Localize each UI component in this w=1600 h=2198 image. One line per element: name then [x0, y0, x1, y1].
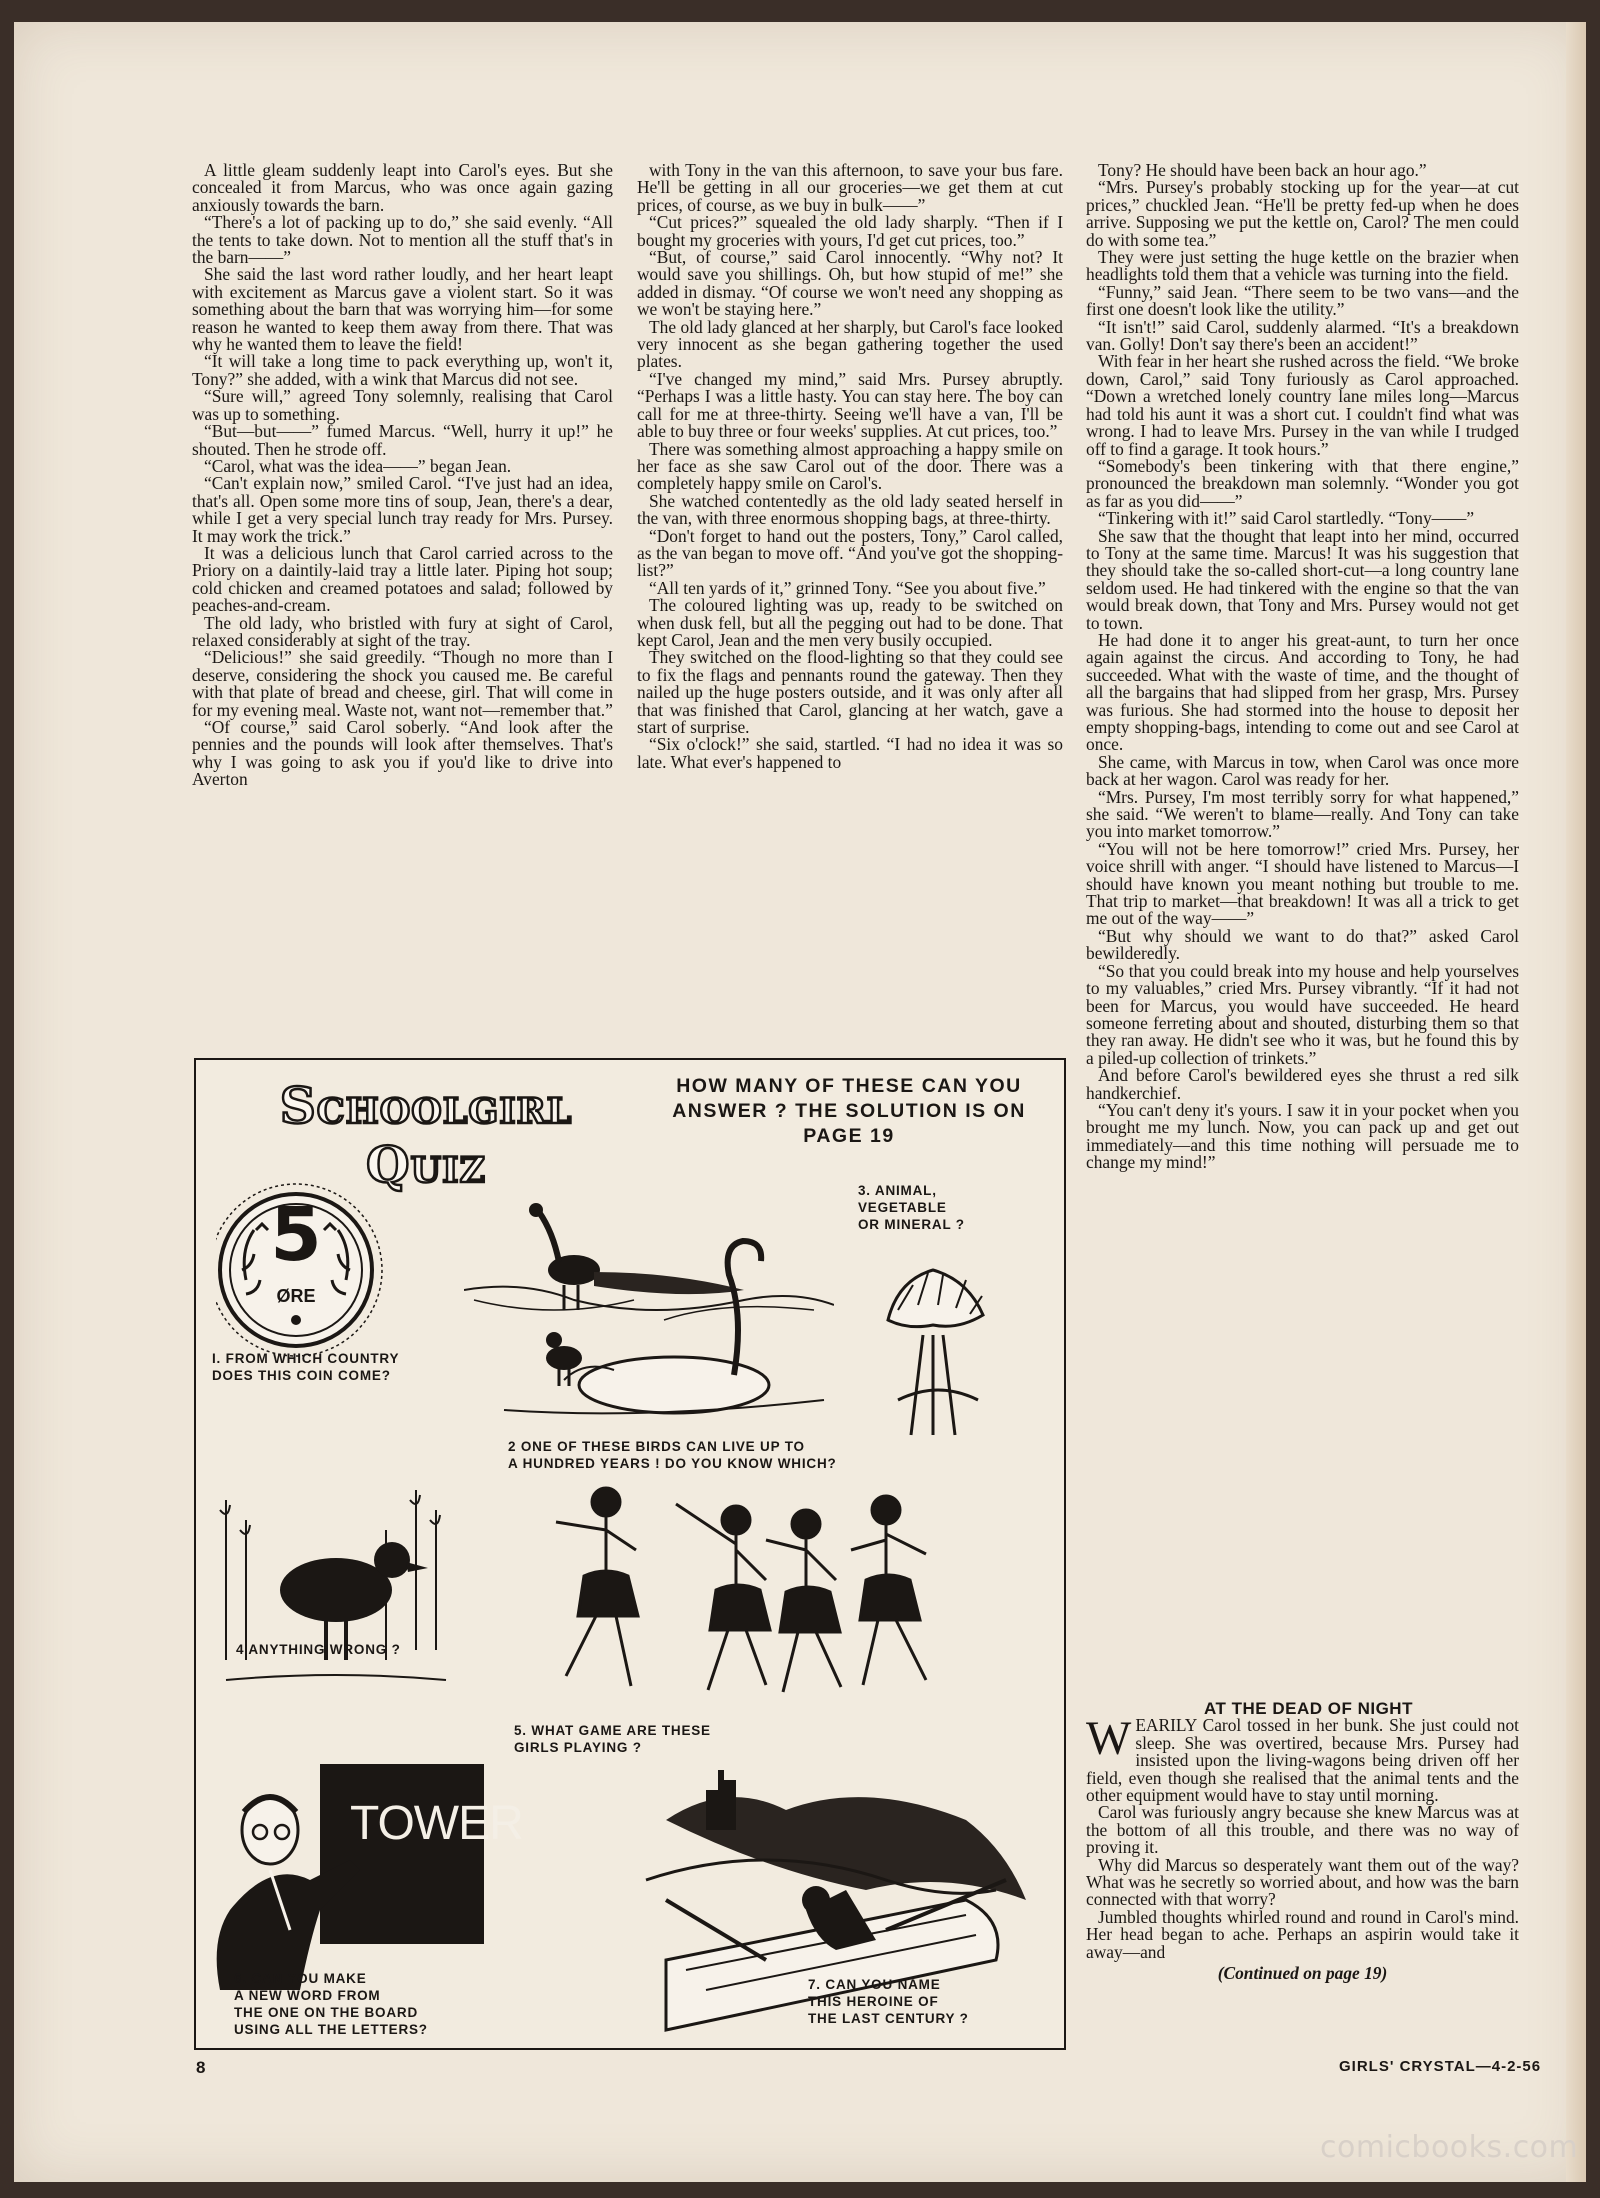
paragraph: “Delicious!” she said greedily. “Though no more than I deserve, considering the shock you caused me. Be careful with that plate of bread and cheese, girl. That will come in for my evening meal. Waste not, want not—remember that.” — [192, 647, 613, 720]
quiz-panel — [194, 1058, 1066, 2050]
story-continuation — [1086, 1700, 1519, 1983]
paragraph: “Sure will,” agreed Tony solemnly, realising that Carol was up to something. — [192, 386, 613, 424]
question-5: 5. WHAT GAME ARE THESE GIRLS PLAYING ? — [514, 1723, 711, 1755]
duck-illustration — [216, 1490, 456, 1710]
paragraph: “You can't deny it's yours. I saw it in your pocket when you brought me my lunch. Now, you can pack up and get out immediately—and this time nothing will persuade me to change my mind!” — [1086, 1099, 1519, 1173]
question-4: 4 ANYTHING WRONG ? — [236, 1642, 401, 1657]
section-heading: AT THE DEAD OF NIGHT — [1204, 1699, 1413, 1718]
paragraph: “There's a lot of packing up to do,” she said evenly. “All the tents to take down. Not to mention all the stuff that's in the barn——” — [192, 212, 613, 268]
paragraph: “But why should we want to do that?” asked Carol bewilderedly. — [1086, 925, 1519, 964]
paragraph: “Somebody's been tinkering with that there engine,” pronounced the breakdown man solemnly. “Wonder you got as far as you did——” — [1086, 455, 1519, 511]
page-number: 8 — [196, 2058, 206, 2077]
paragraph: “I've changed my mind,” said Mrs. Pursey abruptly. “Perhaps I was a little hasty. You can stay here. The boy can call for me at three-thirty. Seeing we'll have a van, I'll be able to buy three or four weeks' supplies. At cut prices, too.” — [637, 368, 1063, 442]
paragraph: There was something almost approaching a happy smile on her face as she saw Carol out of the door. There was a completely happy smile on Carol's. — [637, 438, 1063, 494]
publication-footer: GIRLS' CRYSTAL—4-2-56 — [1339, 2058, 1542, 2075]
story-column-1 — [192, 162, 613, 789]
page-edge — [1566, 22, 1586, 2182]
story-column-3 — [1086, 162, 1519, 1172]
birds-illustration — [464, 1170, 834, 1430]
paragraph: Tony? He should have been back an hour ago.” — [1098, 160, 1427, 180]
paragraph: with Tony in the van this afternoon, to save your bus fare. He'll be getting in all our groceries—we get them at cut prices, of course, as we buy in bulk——” — [637, 160, 1063, 215]
quiz-logo-text: Schoolgirl Quiz — [279, 1076, 573, 1194]
paragraph: “Mrs. Pursey, I'm most terribly sorry for what happened,” she said. “We weren't to blame—really. And Tony can take you into market tomorrow.” — [1086, 786, 1519, 842]
coin-value: 5 — [270, 1192, 322, 1278]
paragraph: She watched contentedly as the old lady seated herself in the van, with three enormous shopping bags, at three-thirty. — [637, 490, 1063, 529]
watermark: comicbooks.com — [1320, 2130, 1579, 2165]
paragraph-group — [1086, 1804, 1519, 1961]
paragraph: She said the last word rather loudly, and her heart leapt with excitement as Marcus gave a violent start. So it was something about the barn that was worrying him—for some reason he wanted to keep them away from there. That was why he wanted them to leave the field! — [192, 264, 613, 355]
question-6: 6. CAN YOU MAKE A NEW WORD FROM THE ONE ON THE BOARD USING ALL THE LETTERS? — [234, 1971, 428, 2037]
paragraph: “You will not be here tomorrow!” cried Mrs. Pursey, her voice shrill with anger. “I should have listened to Marcus—I should have known you meant nothing but trouble to me. That trip to market—that breakdown! It was all a trick to get me out of the way——” — [1086, 838, 1519, 929]
paragraph: The old lady glanced at her sharply, but Carol's face looked very innocent as she began gathering together the used plates. — [637, 316, 1063, 372]
question-1: I. FROM WHICH COUNTRY DOES THIS COIN COME? — [212, 1351, 400, 1383]
paragraph: A little gleam suddenly leapt into Carol's eyes. But she concealed it from Marcus, who was once again gazing anxiously towards the barn. — [192, 160, 613, 215]
paragraph: The old lady, who bristled with fury at sight of Carol, relaxed considerably at sight of the tray. — [192, 612, 613, 650]
paragraph: It was a delicious lunch that Carol carried across to the Priory on a daintily-laid tray a little later. Piping hot soup; cold chicken and creamed potatoes and salad; followed by peaches-and-cream. — [192, 542, 613, 616]
quiz-logo — [216, 1072, 636, 1194]
paragraph: Jumbled thoughts whirled round and round in Carol's mind. Her head began to ache. Perhaps an aspirin would take it away—and — [1086, 1906, 1519, 1962]
paragraph: “It will take a long time to pack everything up, won't it, Tony?” she added, with a wink that Marcus did not see. — [192, 351, 613, 389]
story-column-2 — [637, 162, 1063, 771]
quiz-heading: HOW MANY OF THESE CAN YOU ANSWER ? THE SOLUTION IS ON PAGE 19 — [672, 1075, 1026, 1147]
question-7: 7. CAN YOU NAME THIS HEROINE OF THE LAST CENTURY ? — [808, 1977, 969, 2026]
paragraph: She saw that the thought that leapt into her mind, occurred to Tony at the same time. Marcus! It was his suggestion that they should take the so-called short-cut—a long country lane seldom used. He had tinkered with the engine so that the van would break down, that Tony and Mrs. Pursey would not get to town. — [1086, 525, 1519, 633]
paragraph: “But—but——” fumed Marcus. “Well, hurry it up!” he shouted. Then he strode off. — [192, 421, 613, 459]
sheaf-illustration — [868, 1250, 998, 1450]
paragraph: “Of course,” said Carol soberly. “And look after the pennies and the pounds will look after themselves. That's why I was going to ask you if you'd like to drive into Averton — [192, 717, 613, 790]
paragraph: “It isn't!” said Carol, suddenly alarmed. “It's a breakdown van. Golly! Don't say there's been an accident!” — [1086, 316, 1519, 355]
paragraph: “Cut prices?” squealed the old lady sharply. “Then if I bought my groceries with yours, I'd get cut prices, too.” — [637, 212, 1063, 250]
question-2: 2 ONE OF THESE BIRDS CAN LIVE UP TO A HUNDRED YEARS ! DO YOU KNOW WHICH? — [508, 1439, 837, 1471]
paragraph: They switched on the flood-lighting so that they could see to fix the flags and pennants round the gateway. Then they nailed up the huge posters outside, and it was only after all that was finished that Carol, glancing at her watch, gave a start of surprise. — [637, 647, 1063, 737]
paragraph: “Mrs. Pursey's probably stocking up for the year—at cut prices,” chuckled Jean. “He'll be pretty fed-up when he does arrive. Supposing we put the kettle on, Carol? The men could do with some tea.” — [1086, 177, 1519, 250]
girls-running-illustration — [506, 1480, 986, 1710]
paragraph: He had done it to anger his great-aunt, to turn her once again against the circus. And according to Tony, he had succeeded. What with the waste of time, and the thought of all the bargains that had slipped from her grasp, Mrs. Pursey was furious. She had stormed into the house to deposit her empty shopping-bags, intending to come out and see Carol at once. — [1086, 629, 1519, 755]
paragraph: “Carol, what was the idea——” began Jean. — [204, 455, 512, 476]
board-word: TOWER — [350, 1797, 523, 1850]
paragraph: They were just setting the huge kettle on the brazier when headlights told them that a vehicle was turning into the field. — [1086, 247, 1519, 285]
paragraph: “Six o'clock!” she said, startled. “I had no idea it was so late. What ever's happened to — [637, 734, 1063, 772]
paragraph — [1086, 1712, 1519, 1806]
paragraph: Carol was furiously angry because she knew Marcus was at the bottom of all this trouble, and there was no way of proving it. — [1086, 1802, 1519, 1858]
drop-cap: W — [1086, 1712, 1132, 1766]
paragraph: And before Carol's bewildered eyes she thrust a red silk handkerchief. — [1086, 1065, 1519, 1103]
continued-note: (Continued on page 19) — [1217, 1963, 1388, 1984]
paragraph: “All ten yards of it,” grinned Tony. “See you about five.” — [649, 577, 1046, 598]
paragraph: “Don't forget to hand out the posters, Tony,” Carol called, as the van began to move off. “And you've got the shopping-list?” — [637, 525, 1063, 581]
paragraph: “So that you could break into my house and help yourselves to my valuables,” cried Mrs. Pursey vibrantly. “If it had not been for Marcus, you would have succeeded. He heard someone ferreting about and shouted, disturbing them so that they ran away. He didn't see who it was, but he found this by a piled-up collection of trinkets.” — [1086, 960, 1519, 1068]
paragraph: “Can't explain now,” smiled Carol. “I've just had an idea, that's all. Open some more tins of soup, Jean, there's a dear, while I get a very special lunch tray ready for Mrs. Pursey. It may work the trick.” — [192, 473, 613, 546]
question-3: 3. ANIMAL, VEGETABLE OR MINERAL ? — [858, 1183, 965, 1232]
coin-label: ØRE — [276, 1286, 316, 1306]
paragraph: The coloured lighting was up, ready to be switched on when dusk fell, but all the pegging out had to be done. That kept Carol, Jean and the men very busily occupied. — [637, 595, 1063, 650]
paragraph: She came, with Marcus in tow, when Carol was once more back at her wagon. Carol was ready for her. — [1086, 751, 1519, 790]
paragraph: With fear in her heart she rushed across the field. “We broke down, Carol,” said Tony furiously as Carol approached. “Down a wretched lonely country lane miles long—Marcus had told his aunt it was a short cut. I couldn't find what was wrong. I had to leave Mrs. Pursey in the van while I trudged off to find a garage. It took hours.” — [1086, 351, 1519, 459]
paragraph: “Tinkering with it!” said Carol startledly. “Tony——” — [1098, 508, 1475, 529]
paragraph: Why did Marcus so desperately want them out of the way? What was he secretly so worried about, and how was the barn connected with that worry? — [1086, 1854, 1519, 1910]
paragraph-text: EARILY Carol tossed in her bunk. She just could not sleep. She was overtired, because Mrs. Pursey had insisted upon the living-wagons being driven off her field, even though she realised that the animal tents and the other equipment would have to stay until morning. — [1086, 1715, 1519, 1806]
paragraph: “But, of course,” said Carol innocently. “Why not? It would save you shillings. Oh, but how stupid of me!” she added in dismay. “Of course we won't need any shopping as we won't be staying here.” — [637, 247, 1063, 320]
paragraph: “Funny,” said Jean. “There seem to be two vans—and the first one doesn't look like the utility.” — [1086, 281, 1519, 320]
